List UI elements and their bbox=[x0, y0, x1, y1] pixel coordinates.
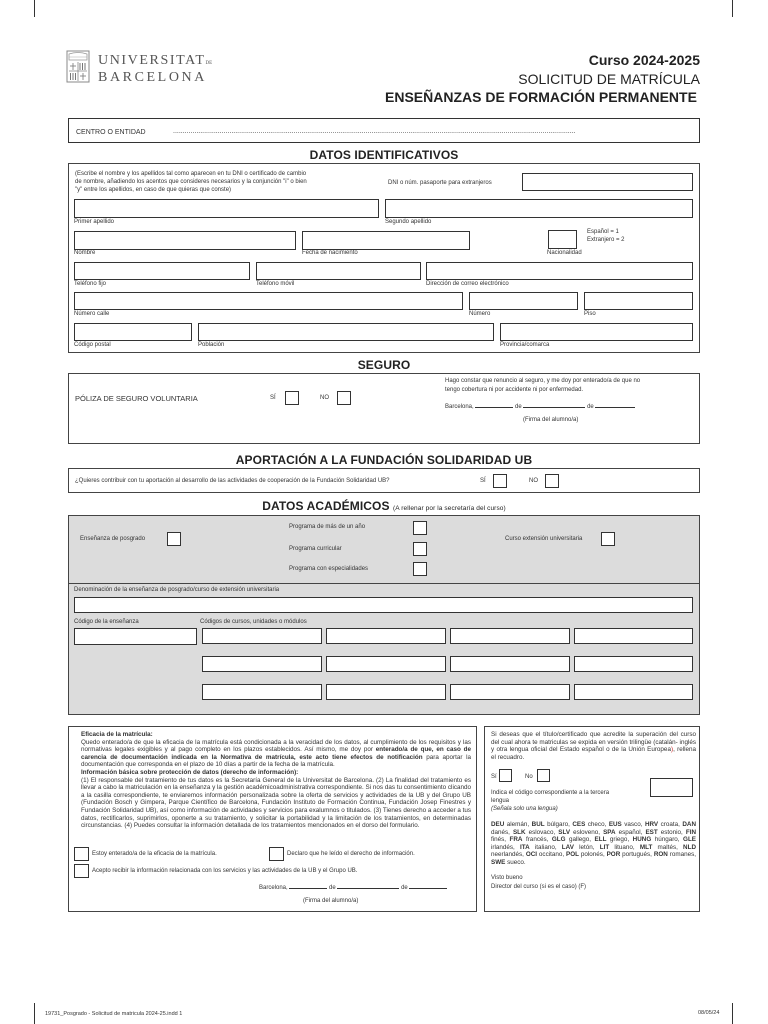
fecha-nacimiento-input[interactable] bbox=[302, 231, 470, 250]
day-input[interactable] bbox=[289, 888, 327, 889]
instructions-line: de nombre, añadiendo los acentos que consideres necesarios y la conjunción "i" o bien bbox=[75, 179, 307, 185]
visto-bueno-label: Visto bueno bbox=[491, 875, 523, 881]
trilingue-text bbox=[491, 731, 696, 761]
fundacion-si-checkbox[interactable] bbox=[493, 474, 507, 488]
seguro-no-label: NO bbox=[320, 395, 329, 401]
codigo-curso-input[interactable] bbox=[326, 684, 446, 700]
instructions-line: (Escribe el nombre y los apellidos tal como aparecen en tu DNI o certificado de cambio bbox=[75, 171, 307, 177]
renuncia-line-1: Hago constar que renuncio al seguro, y me doy por enterado/a de que no bbox=[445, 378, 641, 384]
language-item: ITA italiano, bbox=[520, 843, 562, 851]
language-item: FIN finés, bbox=[491, 828, 696, 844]
fundacion-no-checkbox[interactable] bbox=[545, 474, 559, 488]
firma-label: (Firma del alumno/a) bbox=[523, 417, 579, 423]
numero-label: Número bbox=[469, 311, 491, 317]
eficacia-p1: Quedo enterado/a de que la eficacia de la matrícula está condicionada a la veracidad de los datos, al cumplimiento de los requisitos y las normativas legales exigibles y al pago completo en los plazos establecidos. Así mismo, me doy por bbox=[81, 738, 471, 754]
divider bbox=[69, 583, 699, 584]
month-input[interactable] bbox=[337, 888, 399, 889]
codigo-curso-input[interactable] bbox=[450, 656, 570, 672]
language-item: SWE sueco. bbox=[491, 858, 526, 866]
segundo-apellido-label: Segundo apellido bbox=[385, 219, 432, 225]
programa-mas-ano-label: Programa de más de un año bbox=[289, 524, 366, 530]
eficacia-section bbox=[68, 726, 477, 912]
codigo-curso-input[interactable] bbox=[574, 684, 693, 700]
provincia-label: Provincia/comarca bbox=[500, 342, 550, 348]
instructions-text bbox=[75, 170, 307, 194]
nombre-label: Nombre bbox=[74, 250, 96, 256]
posgrado-label: Enseñanza de posgrado bbox=[80, 536, 146, 542]
codigo-ensenanza-label: Código de la enseñanza bbox=[74, 619, 139, 625]
language-item: BUL búlgaro, bbox=[531, 821, 573, 828]
proteccion-text: (1) El responsable del tratamiento de tus datos es la Secretaría General de la Universitat de Barcelona. (2) La finalidad del tratamiento es llevar a cabo la matriculación en la enseñanza y la gestión académicoadministrativa correspondiente. Si nos das tu consentimiento clicando a la casilla correspondiente, te enviaremos información personalizada sobre la oferta de servicios y actividades de la UB y del Grupo UB (Fundación Bosch y Gimpera, Parque Científico de Barcelona, Fundación Instituto de Formación Continua, Fundación Josep Finestres y Fundación Solidaridad UB), así como información de actividades y servicios para exalumnos o titulados. (3) Tienes derecho a acceder a tus datos, rectificarlos, suprimirlos, oponerte a su tratamiento, y solicitar la portabilidad y la limitación de los tratamientos, en determinadas circunstancias. (4) Puedes consultar la información detallada de los tratamientos mencionados en el dorso del formulario. bbox=[81, 776, 471, 830]
programa-curricular-label: Programa curricular bbox=[289, 546, 342, 552]
numero-calle-input[interactable] bbox=[74, 292, 463, 310]
codigo-curso-input[interactable] bbox=[202, 656, 322, 672]
eficacia-fecha-line bbox=[259, 885, 447, 891]
fundacion-si-label: SÍ bbox=[480, 478, 486, 484]
datos-academicos-section bbox=[68, 515, 700, 715]
acepto-checkbox-label: Acepto recibir la información relacionada con los servicios y las actividades de la UB y el Grupo UB. bbox=[92, 868, 358, 874]
logo-text bbox=[98, 54, 212, 85]
footer-file: 19731_Posgrado - Solicitud de matricula 2024-25.indd 1 bbox=[45, 1011, 183, 1017]
academicos-title: DATOS ACADÉMICOS bbox=[262, 499, 390, 513]
seguro-no-checkbox[interactable] bbox=[337, 391, 351, 405]
renuncia-line-2: tengo cobertura ni por accidente ni por enfermedad. bbox=[445, 387, 584, 393]
day-input[interactable] bbox=[475, 407, 513, 408]
barcelona-label: Barcelona, bbox=[445, 404, 474, 410]
codigo-lengua-line: Indica el código correspondiente a la tercera bbox=[491, 790, 610, 796]
nacionalidad-label: Nacionalidad bbox=[547, 250, 582, 256]
instructions-line: "y" entre los apellidos, en caso de que quieras que conste) bbox=[75, 187, 232, 193]
correo-input[interactable] bbox=[426, 262, 693, 280]
proteccion-title: Información básica sobre protección de datos (derecho de información): bbox=[81, 768, 299, 776]
section-title-datos-academicos bbox=[0, 499, 768, 513]
fundacion-section bbox=[68, 468, 700, 493]
trilingue-section bbox=[484, 726, 700, 912]
nombre-input[interactable] bbox=[74, 231, 296, 250]
datos-identificativos-section bbox=[68, 163, 700, 353]
poblacion-label: Población bbox=[198, 342, 225, 348]
language-item: POR portugués, bbox=[606, 851, 654, 859]
eficacia-checkbox-label: Estoy enterado/a de la eficacia de la matrícula. bbox=[92, 851, 217, 857]
university-logo bbox=[66, 50, 213, 88]
extension-label: Curso extensión universitaria bbox=[505, 536, 583, 542]
trilingue-no-checkbox[interactable] bbox=[537, 769, 550, 782]
language-item: DEU alemán, bbox=[491, 821, 532, 828]
acepto-checkbox[interactable] bbox=[74, 864, 89, 878]
fundacion-question: ¿Quieres contribuir con tu aportación al desarrollo de las actividades de cooperación de la Fundación Solidaridad UB? bbox=[75, 478, 390, 484]
dni-input[interactable] bbox=[522, 173, 693, 191]
denominacion-input[interactable] bbox=[74, 597, 693, 613]
trilingue-red: ) bbox=[670, 746, 674, 754]
poblacion-input[interactable] bbox=[198, 323, 494, 341]
de-label: de bbox=[587, 404, 594, 410]
language-item: POL polonés, bbox=[566, 851, 607, 859]
segundo-apellido-input[interactable] bbox=[385, 199, 693, 218]
de-label: de bbox=[329, 885, 336, 891]
centro-section bbox=[68, 118, 700, 143]
language-item: EST estonio, bbox=[645, 828, 686, 836]
month-input[interactable] bbox=[523, 407, 585, 408]
telefono-fijo-label: Teléfono fijo bbox=[74, 281, 107, 287]
programa-especialidades-checkbox[interactable] bbox=[413, 562, 427, 576]
year-input[interactable] bbox=[595, 407, 635, 408]
language-item: MLT maltés, bbox=[639, 843, 684, 851]
numero-input[interactable] bbox=[469, 292, 578, 310]
language-item: CES checo, bbox=[572, 821, 609, 828]
seguro-si-label: SÍ bbox=[270, 395, 276, 401]
logo-suffix: DE bbox=[205, 61, 213, 66]
codigo-curso-input[interactable] bbox=[574, 656, 693, 672]
seguro-fecha-line bbox=[445, 404, 635, 410]
barcelona-label: Barcelona, bbox=[259, 885, 288, 891]
codigo-curso-input[interactable] bbox=[450, 684, 570, 700]
provincia-input[interactable] bbox=[500, 323, 693, 341]
trilingue-p1-end: , rellena el recuadro. bbox=[491, 746, 697, 761]
language-item: SLV esloveno, bbox=[558, 828, 604, 836]
codigo-postal-label: Código postal bbox=[74, 342, 111, 348]
programa-mas-ano-checkbox[interactable] bbox=[413, 521, 427, 535]
logo-line2: BARCELONA bbox=[98, 70, 207, 85]
trilingue-si-checkbox[interactable] bbox=[499, 769, 512, 782]
derecho-checkbox-label: Declaro que he leído el derecho de información. bbox=[287, 851, 415, 857]
crop-mark bbox=[732, 1003, 733, 1024]
primer-apellido-label: Primer apellido bbox=[74, 219, 115, 225]
telefono-movil-input[interactable] bbox=[256, 262, 421, 280]
language-item: FRA francés, bbox=[509, 836, 552, 844]
codigo-curso-input[interactable] bbox=[326, 628, 446, 644]
crop-mark bbox=[34, 1003, 35, 1024]
language-item: HRV croata, bbox=[644, 821, 683, 828]
fecha-nacimiento-label: Fecha de nacimiento bbox=[302, 250, 358, 256]
language-item: LAV letón, bbox=[561, 843, 600, 851]
programa-especialidades-label: Programa con especialidades bbox=[289, 566, 369, 572]
crop-mark bbox=[732, 0, 733, 17]
correo-label: Dirección de correo electrónico bbox=[426, 281, 509, 287]
codigo-lengua-input[interactable] bbox=[650, 778, 693, 797]
eficacia-title: Eficacia de la matrícula: bbox=[81, 731, 153, 738]
codigo-lengua-line: lengua bbox=[491, 798, 510, 804]
fundacion-no-label: NO bbox=[529, 478, 538, 484]
seguro-section bbox=[68, 373, 700, 444]
telefono-fijo-input[interactable] bbox=[74, 262, 250, 280]
page-subtitle: ENSEÑANZAS DE FORMACIÓN PERMANENTE bbox=[385, 89, 697, 105]
centro-input[interactable]: ............................................................................................................................................................................................................... bbox=[173, 128, 576, 135]
posgrado-checkbox[interactable] bbox=[167, 532, 181, 546]
crop-mark bbox=[34, 0, 35, 17]
numero-calle-label: Número calle bbox=[74, 311, 110, 317]
codigo-lengua-note: (Señala solo una lengua) bbox=[491, 806, 558, 812]
section-title-fundacion: APORTACIÓN A LA FUNDACIÓN SOLIDARIDAD UB bbox=[235, 453, 533, 467]
trilingue-no-label: No bbox=[525, 774, 533, 780]
eficacia-p1-bold: enterado/a de que, en caso de carencia de documentación indicada en la Normativa de matrícula, este acto tiene efectos de notificación bbox=[81, 746, 472, 761]
codigo-postal-input[interactable] bbox=[74, 323, 192, 341]
university-crest-icon bbox=[66, 50, 90, 84]
dni-label: DNI o núm. pasaporte para extranjeros bbox=[388, 180, 492, 186]
year-input[interactable] bbox=[409, 888, 447, 889]
nacionalidad-legend-2: Extranjero = 2 bbox=[587, 237, 625, 243]
trilingue-p1: Si deseas que el título/certificado que acredite la superación del curso del cual ahora te matriculas se expida en versión trilingüe (catalán- inglés y otra lengua oficial del Estado español o de la Unión Europea bbox=[491, 731, 696, 754]
language-item: RON romanes, bbox=[653, 851, 696, 859]
codigos-cursos-label: Códigos de cursos, unidades o módulos bbox=[200, 619, 307, 625]
programa-curricular-checkbox[interactable] bbox=[413, 542, 427, 556]
de-label: de bbox=[401, 885, 408, 891]
language-item: SLK eslovaco, bbox=[512, 828, 559, 836]
language-item: GLE irlandés, bbox=[491, 836, 696, 851]
codigo-ensenanza-input[interactable] bbox=[74, 628, 197, 645]
language-item: NLD neerlandés, bbox=[491, 843, 696, 859]
telefono-movil-label: Teléfono móvil bbox=[256, 281, 295, 287]
codigo-lengua-label bbox=[491, 789, 609, 813]
language-item: LIT lituano, bbox=[599, 843, 640, 851]
page-title: SOLICITUD DE MATRÍCULA bbox=[518, 71, 700, 87]
section-title-datos-identificativos: DATOS IDENTIFICATIVOS bbox=[309, 148, 459, 162]
language-list bbox=[491, 821, 696, 867]
language-item: DAN danés, bbox=[491, 821, 696, 836]
language-item: SPA español, bbox=[603, 828, 646, 836]
poliza-label: PÓLIZA DE SEGURO VOLUNTARIA bbox=[75, 394, 198, 403]
centro-label: CENTRO O ENTIDAD bbox=[76, 129, 146, 136]
nacionalidad-legend-1: Español = 1 bbox=[587, 229, 619, 235]
codigo-curso-input[interactable] bbox=[450, 628, 570, 644]
language-item: OCI occitano, bbox=[525, 851, 567, 859]
nacionalidad-input[interactable] bbox=[548, 230, 577, 249]
codigo-curso-input[interactable] bbox=[202, 628, 322, 644]
piso-input[interactable] bbox=[584, 292, 693, 310]
de-label: de bbox=[515, 404, 522, 410]
codigo-curso-input[interactable] bbox=[202, 684, 322, 700]
primer-apellido-input[interactable] bbox=[74, 199, 379, 218]
firma-label: (Firma del alumno/a) bbox=[303, 898, 359, 904]
language-item: ELL griego, bbox=[594, 836, 633, 844]
codigo-curso-input[interactable] bbox=[326, 656, 446, 672]
eficacia-text bbox=[81, 731, 471, 830]
academicos-note: (A rellenar por la secretaría del curso) bbox=[393, 505, 506, 512]
section-title-seguro: SEGURO bbox=[357, 358, 411, 372]
extension-checkbox[interactable] bbox=[601, 532, 615, 546]
eficacia-checkbox[interactable] bbox=[74, 847, 89, 861]
piso-label: Piso bbox=[584, 311, 596, 317]
codigo-curso-input[interactable] bbox=[574, 628, 693, 644]
eficacia-p1-end: para aportar la documentación que corresponda en el plazo de 10 días a partir de la fecha de la matrícula. bbox=[81, 753, 471, 769]
logo-line1: UNIVERSITAT bbox=[98, 53, 206, 68]
derecho-checkbox[interactable] bbox=[269, 847, 284, 861]
trilingue-si-label: Sí bbox=[491, 774, 497, 780]
language-item: EUS vasco, bbox=[608, 821, 645, 828]
course-label: Curso 2024-2025 bbox=[588, 52, 700, 68]
seguro-si-checkbox[interactable] bbox=[285, 391, 299, 405]
language-item: GLG gallego, bbox=[551, 836, 595, 844]
footer-date: 08/05/24 bbox=[698, 1010, 720, 1016]
director-label: Director del curso (si es el caso) (F) bbox=[491, 884, 587, 890]
language-item: HUNG húngaro, bbox=[632, 836, 684, 844]
denominacion-label: Denominación de la enseñanza de posgrado/curso de extensión universitaria bbox=[74, 587, 280, 593]
